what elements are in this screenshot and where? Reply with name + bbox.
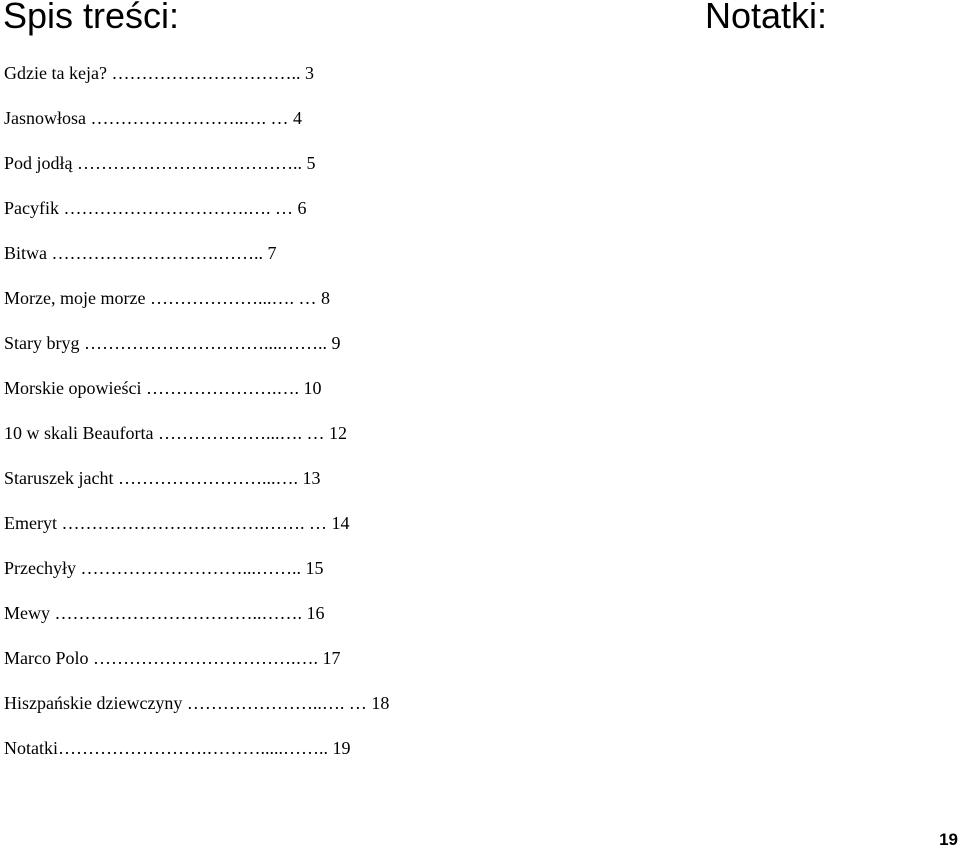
notes-title: Notatki: [704, 0, 827, 36]
toc-entry: Pod jodłą ……………………………….. 5 [4, 153, 316, 173]
toc-entry: Mewy ……………………………..……. 16 [4, 603, 325, 623]
toc-entry: Pacyfik ………………………….…. … 6 [4, 198, 307, 218]
toc-title: Spis treści: [3, 0, 180, 36]
toc-entry: Notatki…………………….……….....…….. 19 [4, 738, 351, 758]
toc-entry: Hiszpańskie dziewczyny …………………..…. … 18 [4, 693, 390, 713]
toc-entry: Jasnowłosa ……………………..…. … 4 [4, 108, 302, 128]
toc-entry: Morskie opowieści ………………….…. 10 [4, 378, 322, 398]
toc-entry: Emeryt …………………………….……. … 14 [4, 513, 350, 533]
toc-entry: Morze, moje morze ………………...…. … 8 [4, 288, 330, 308]
toc-entry: Gdzie ta keja? ………………………….. 3 [4, 63, 314, 83]
toc-entry: 10 w skali Beauforta ………………...…. … 12 [4, 423, 347, 443]
toc-entry: Stary bryg …………………………....…….. 9 [4, 333, 341, 353]
page-number: 19 [939, 830, 958, 849]
toc-entry: Bitwa ……………………….…….. 7 [4, 243, 277, 263]
toc-entry: Marco Polo …………………………….…. 17 [4, 648, 341, 668]
toc-entry: Staruszek jacht ……………………...…. 13 [4, 468, 321, 488]
toc-entry: Przechyły ………………………...…….. 15 [4, 558, 324, 578]
